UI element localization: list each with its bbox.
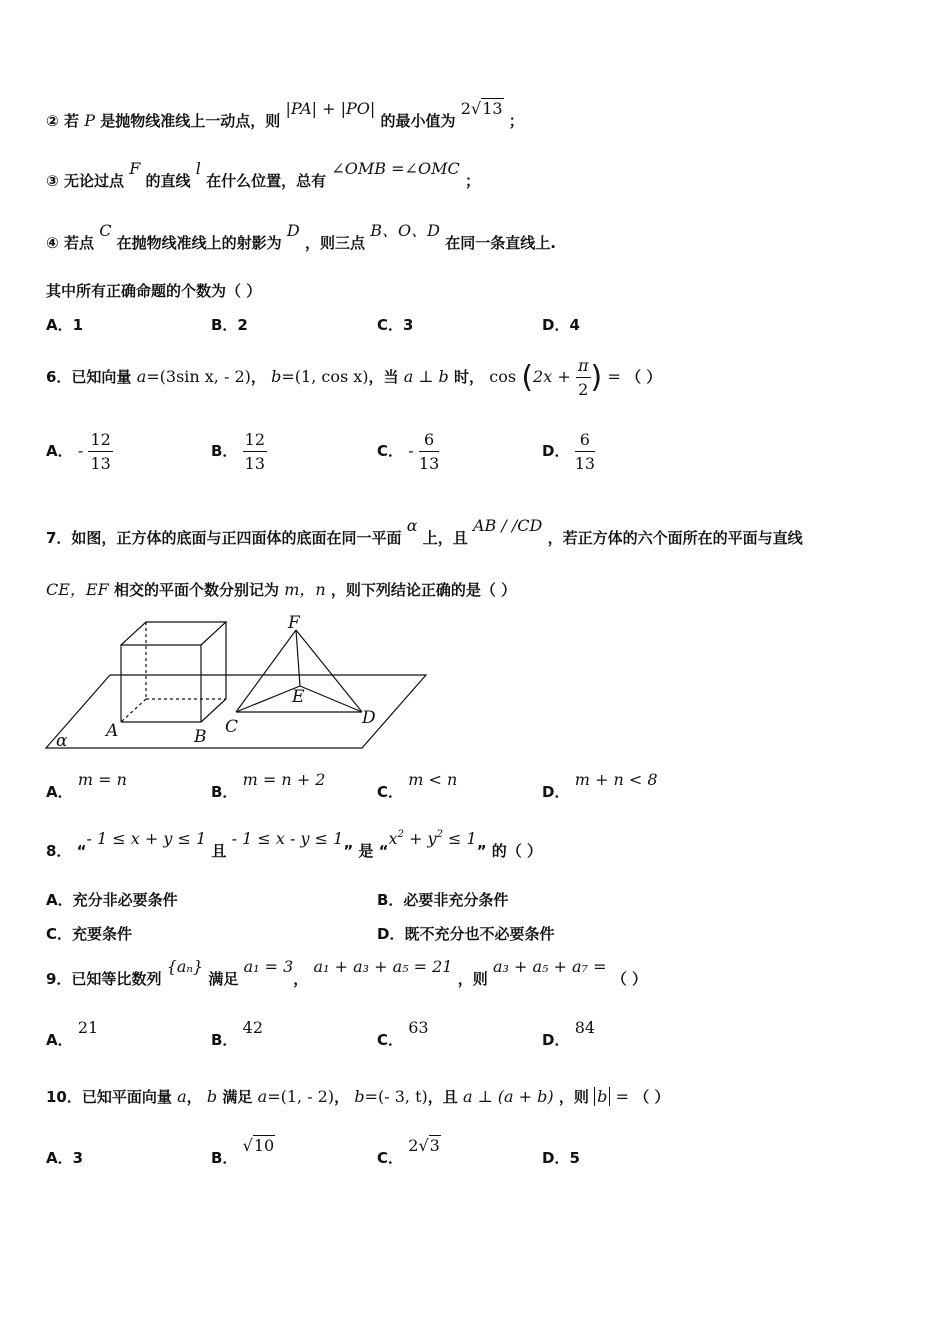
question-9-stem bbox=[46, 957, 647, 989]
text: 若点 bbox=[63, 234, 94, 252]
condition-2: - 1 ≤ x - y ≤ 1 bbox=[231, 829, 344, 848]
text: ， bbox=[250, 368, 266, 386]
label-alpha: α bbox=[56, 731, 68, 751]
tetra-edge-ed bbox=[300, 686, 362, 712]
statement-number: ④ bbox=[46, 234, 59, 252]
q8-option-b: B．必要非充分条件 bbox=[377, 891, 509, 909]
text: 在抛物线准线上的射影为 bbox=[116, 234, 282, 252]
text: ，若正方体的六个面所在的平面与直线 bbox=[547, 529, 803, 547]
condition-sum: a₁ + a₃ + a₅ = 21 bbox=[313, 957, 453, 976]
parallel-condition: AB / /CD bbox=[472, 516, 543, 535]
text: 若 bbox=[63, 112, 79, 130]
text: 9．已知等比数列 bbox=[46, 970, 162, 988]
q9-option-d: D． 84 bbox=[542, 1018, 596, 1049]
q5-option-d: D．4 bbox=[542, 316, 580, 334]
line-l: l bbox=[195, 159, 201, 178]
point-p: P bbox=[84, 111, 95, 130]
label-a: A bbox=[106, 721, 119, 741]
q5-option-b: B．2 bbox=[211, 316, 248, 334]
statement-2 bbox=[46, 99, 524, 131]
figure-cube-tetrahedron bbox=[40, 610, 440, 760]
text: ” bbox=[343, 842, 354, 860]
text: “ bbox=[76, 842, 87, 860]
label-d: D bbox=[362, 708, 376, 728]
perpendicular-condition: a ⊥ (a + b) bbox=[463, 1087, 554, 1106]
vector-a: a bbox=[257, 1087, 268, 1106]
question-8-stem bbox=[46, 829, 543, 861]
q5-option-c: C．3 bbox=[377, 316, 414, 334]
cube-top-face bbox=[121, 622, 226, 645]
text: ， bbox=[186, 1088, 202, 1106]
text: 无论过点 bbox=[63, 172, 124, 190]
text: “ bbox=[378, 842, 389, 860]
text: 在同一条直线上. bbox=[445, 234, 556, 252]
q9-option-c: C． 63 bbox=[377, 1018, 429, 1049]
target-sum: a₃ + a₅ + a₇ = bbox=[492, 957, 607, 976]
q10-option-c: C． 2√3 bbox=[377, 1136, 440, 1167]
q6-option-d: D． $\frac{6}{13}$ bbox=[542, 430, 596, 473]
equals: = bbox=[615, 1087, 630, 1106]
statement-4 bbox=[46, 221, 556, 253]
text: ，则下列结论正确的是（ ） bbox=[330, 581, 517, 599]
tetra-edge-fe bbox=[296, 630, 300, 686]
cube-front-face bbox=[121, 645, 201, 722]
cos-function: cos bbox=[489, 367, 517, 386]
text: （ ） bbox=[634, 1088, 670, 1106]
vector-a: a bbox=[136, 367, 147, 386]
point-d: D bbox=[286, 221, 300, 240]
lines-ce-ef: CE，EF bbox=[46, 580, 109, 599]
q7-option-d: D． m + n < 8 bbox=[542, 770, 658, 801]
pi-over-2: $\frac{\pi}{2}$ bbox=[577, 356, 589, 399]
text: 相交的平面个数分别记为 bbox=[113, 581, 279, 599]
q6-option-b: B． $\frac{12}{13}$ bbox=[211, 430, 266, 473]
text: ； bbox=[508, 112, 524, 130]
q8-option-c: C．充要条件 bbox=[46, 925, 133, 943]
equals: = bbox=[607, 367, 621, 386]
q7-option-b: B． m = n + 2 bbox=[211, 770, 326, 801]
tetra-edge-fd bbox=[296, 630, 362, 712]
text: ” bbox=[476, 842, 487, 860]
label-e: E bbox=[292, 687, 305, 707]
question-10-stem bbox=[46, 1086, 669, 1107]
q7-option-a: A． m = n bbox=[46, 770, 127, 801]
vector-b-value: =(- 3, t) bbox=[364, 1087, 428, 1106]
plane-alpha: α bbox=[406, 516, 418, 535]
text: ，则 bbox=[558, 1088, 589, 1106]
perpendicular-condition: a ⊥ b bbox=[403, 367, 449, 386]
text: 的（ ） bbox=[491, 842, 543, 860]
text: （ ） bbox=[611, 970, 647, 988]
statement-number: ② bbox=[46, 112, 59, 130]
vector-a-value: =(3sin x, - 2) bbox=[146, 367, 251, 386]
q5-option-a: A．1 bbox=[46, 316, 84, 334]
vector-a-value: =(1, - 2) bbox=[267, 1087, 335, 1106]
text: 满足 bbox=[222, 1088, 253, 1106]
text: 且 bbox=[211, 842, 227, 860]
q6-option-c: C． - $\frac{6}{13}$ bbox=[377, 430, 440, 473]
sequence: {aₙ} bbox=[166, 957, 204, 976]
text: ，则 bbox=[457, 970, 488, 988]
q9-option-b: B． 42 bbox=[211, 1018, 264, 1049]
condition-a1: a₁ = 3 bbox=[243, 957, 294, 976]
text: 满足 bbox=[208, 970, 239, 988]
text: 时， bbox=[454, 368, 485, 386]
text: 是 bbox=[358, 842, 374, 860]
label-b: B bbox=[194, 727, 207, 747]
vector-a: a bbox=[177, 1087, 187, 1106]
statement-3 bbox=[46, 159, 480, 191]
magnitude-b: b bbox=[594, 1087, 610, 1106]
text: 在什么位置，总有 bbox=[206, 172, 327, 190]
text: 6．已知向量 bbox=[46, 368, 132, 386]
text: 的最小值为 bbox=[380, 112, 456, 130]
question-6-stem: 6．已知向量 a=(3sin x, - 2)， b=(1, cos x)，当 a ⊥ b 时， cos (2x + $\frac{\pi}{2}$ ) = （ ） bbox=[46, 356, 662, 399]
point-c: C bbox=[99, 221, 112, 240]
cube-edge bbox=[201, 699, 226, 722]
q9-option-a: A． 21 bbox=[46, 1018, 99, 1049]
vector-b: b bbox=[354, 1087, 365, 1106]
text: ，当 bbox=[368, 368, 399, 386]
text: ， bbox=[334, 1088, 350, 1106]
text: ， bbox=[293, 970, 309, 988]
text: 10．已知平面向量 bbox=[46, 1088, 172, 1106]
vector-b: b bbox=[271, 367, 282, 386]
q10-option-b: B． √10 bbox=[211, 1136, 275, 1167]
text: 8． bbox=[46, 842, 72, 860]
cube-hidden-edge bbox=[121, 699, 146, 722]
q8-option-a: A．充分非必要条件 bbox=[46, 891, 178, 909]
points-bod: B、O、D bbox=[370, 221, 440, 240]
text: 是抛物线准线上一动点，则 bbox=[100, 112, 281, 130]
text: ，则三点 bbox=[304, 234, 365, 252]
q10-option-a: A．3 bbox=[46, 1149, 84, 1167]
q7-option-c: C． m < n bbox=[377, 770, 458, 801]
point-f: F bbox=[129, 159, 141, 178]
text: （ ） bbox=[626, 368, 662, 386]
question-7-stem-line1 bbox=[46, 516, 803, 548]
text: ，且 bbox=[427, 1088, 458, 1106]
argument: 2x + bbox=[533, 367, 571, 386]
vector-b-value: =(1, cos x) bbox=[281, 367, 369, 386]
statement-number: ③ bbox=[46, 172, 59, 190]
condition-3: $x^2 + y^2 \le 1$ bbox=[388, 829, 477, 848]
question-7-stem-line2 bbox=[46, 577, 516, 600]
vector-b: b bbox=[206, 1087, 218, 1106]
text: 的直线 bbox=[145, 172, 191, 190]
label-c: C bbox=[225, 717, 239, 737]
question-5-stem: 其中所有正确命题的个数为（ ） bbox=[46, 282, 262, 300]
text: ； bbox=[464, 172, 480, 190]
text: 上，且 bbox=[422, 529, 468, 547]
label-f: F bbox=[288, 613, 300, 633]
q10-option-d: D．5 bbox=[542, 1149, 580, 1167]
min-value: 2√13 bbox=[460, 99, 503, 118]
counts-m-n: m，n bbox=[284, 580, 326, 599]
condition-1: - 1 ≤ x + y ≤ 1 bbox=[86, 829, 207, 848]
expression: |PA| + |PO| bbox=[285, 99, 376, 118]
q6-option-a: A． - $\frac{12}{13}$ bbox=[46, 430, 111, 473]
angle-expression: ∠OMB =∠OMC bbox=[331, 159, 460, 178]
q8-option-d: D．既不充分也不必要条件 bbox=[377, 925, 555, 943]
text: 7．如图，正方体的底面与正四面体的底面在同一平面 bbox=[46, 529, 402, 547]
